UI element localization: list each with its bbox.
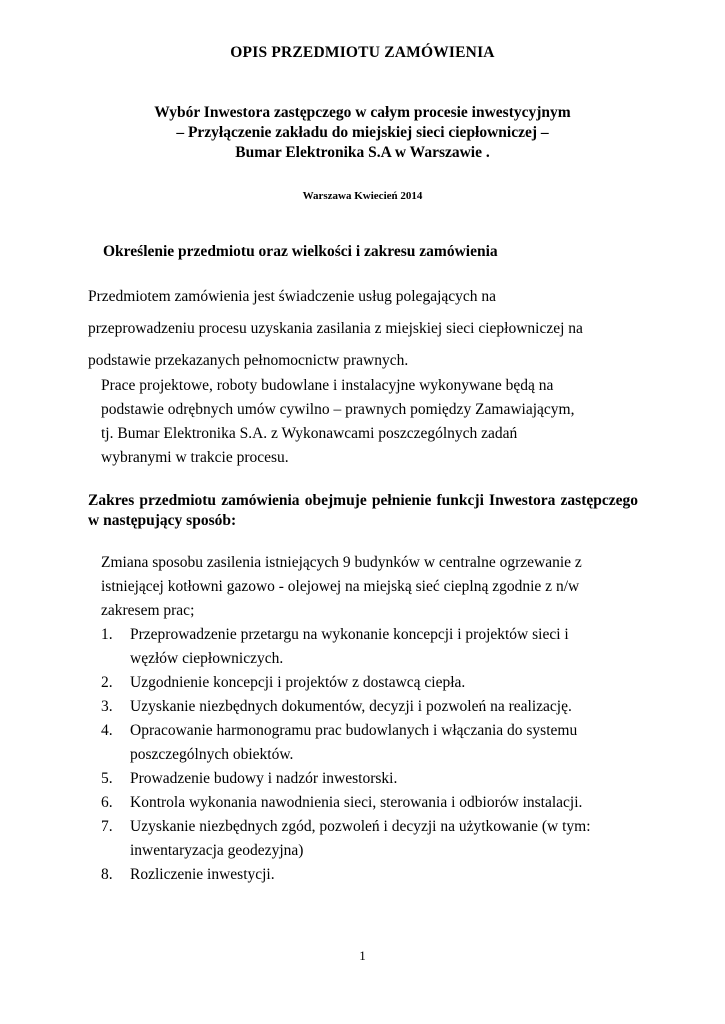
list-item-number: 4.: [101, 722, 113, 739]
list-item: [101, 767, 641, 791]
paragraph-works: [101, 374, 641, 470]
list-item-line: Opracowanie harmonogramu prac budowlanych i włączania do systemu: [130, 722, 578, 739]
list-item-line: Uzgodnienie koncepcji i projektów z dostawcą ciepła.: [130, 674, 466, 691]
paragraph-line: Przedmiotem zamówienia jest świadczenie usług polegających na: [88, 288, 497, 305]
subtitle-line: Bumar Elektronika S.A w Warszawie .: [235, 144, 490, 161]
paragraph-line: istniejącej kotłowni gazowo - olejowej na miejską sieć cieplną zgodnie z n/w: [101, 578, 580, 595]
list-item-line: inwentaryzacja geodezyjna): [130, 842, 304, 859]
page-number: 1: [359, 948, 366, 963]
paragraph-line: Prace projektowe, roboty budowlane i instalacyjne wykonywane będą na: [101, 377, 554, 394]
paragraph-line: wybranymi w trakcie procesu.: [101, 449, 289, 466]
paragraph-line: podstawie przekazanych pełnomocnictw prawnych.: [88, 352, 409, 369]
paragraph-line: zakresem prac;: [101, 602, 195, 619]
subtitle-line: – Przyłączenie zakładu do miejskiej sieci ciepłowniczej –: [176, 124, 549, 141]
scope-list: [101, 623, 641, 887]
list-item-line: Kontrola wykonania nawodnienia sieci, sterowania i odbiorów instalacji.: [130, 794, 583, 811]
list-item: [101, 623, 641, 671]
list-item-line: Uzyskanie niezbędnych dokumentów, decyzji i pozwoleń na realizację.: [130, 698, 572, 715]
list-item: [101, 815, 641, 863]
list-item-number: 7.: [101, 818, 113, 835]
list-item-number: 5.: [101, 770, 113, 787]
list-item: [101, 695, 641, 719]
paragraph-line: tj. Bumar Elektronika S.A. z Wykonawcami poszczególnych zadań: [101, 425, 518, 442]
document-subtitle: [0, 103, 725, 163]
list-item: [101, 791, 641, 815]
list-item: [101, 671, 641, 695]
list-item-line: Uzyskanie niezbędnych zgód, pozwoleń i decyzji na użytkowanie (w tym:: [130, 818, 591, 835]
paragraph-line: przeprowadzeniu procesu uzyskania zasilania z miejskiej sieci ciepłowniczej na: [88, 320, 583, 337]
section-heading-scope: Określenie przedmiotu oraz wielkości i zakresu zamówienia: [103, 243, 498, 260]
list-item: [101, 863, 641, 887]
list-item-line: węzłów ciepłowniczych.: [130, 650, 284, 667]
list-item: [101, 719, 641, 767]
document-date: Warszawa Kwiecień 2014: [302, 190, 423, 202]
subtitle-line: Wybór Inwestora zastępczego w całym procesie inwestycyjnym: [154, 104, 571, 121]
paragraph-line: Zmiana sposobu zasilenia istniejących 9 budynków w centralne ogrzewanie z: [101, 554, 582, 571]
list-item-number: 6.: [101, 794, 113, 811]
list-item-number: 3.: [101, 698, 113, 715]
list-item-number: 2.: [101, 674, 113, 691]
list-item-number: 1.: [101, 626, 113, 643]
paragraph-subject: [88, 281, 648, 377]
section-heading-range: Zakres przedmiotu zamówienia obejmuje pełnienie funkcji Inwestora zastępczego w następujący sposób:: [88, 492, 638, 529]
list-item-line: Przeprowadzenie przetargu na wykonanie koncepcji i projektów sieci i: [130, 626, 569, 643]
paragraph-line: podstawie odrębnych umów cywilno – prawnych pomiędzy Zamawiającym,: [101, 401, 575, 418]
list-item-number: 8.: [101, 866, 113, 883]
document-title: OPIS PRZEDMIOTU ZAMÓWIENIA: [230, 44, 495, 61]
list-item-line: poszczególnych obiektów.: [130, 746, 294, 763]
list-item-line: Rozliczenie inwestycji.: [130, 866, 275, 883]
list-item-line: Prowadzenie budowy i nadzór inwestorski.: [130, 770, 398, 787]
paragraph-intro: [101, 551, 641, 623]
